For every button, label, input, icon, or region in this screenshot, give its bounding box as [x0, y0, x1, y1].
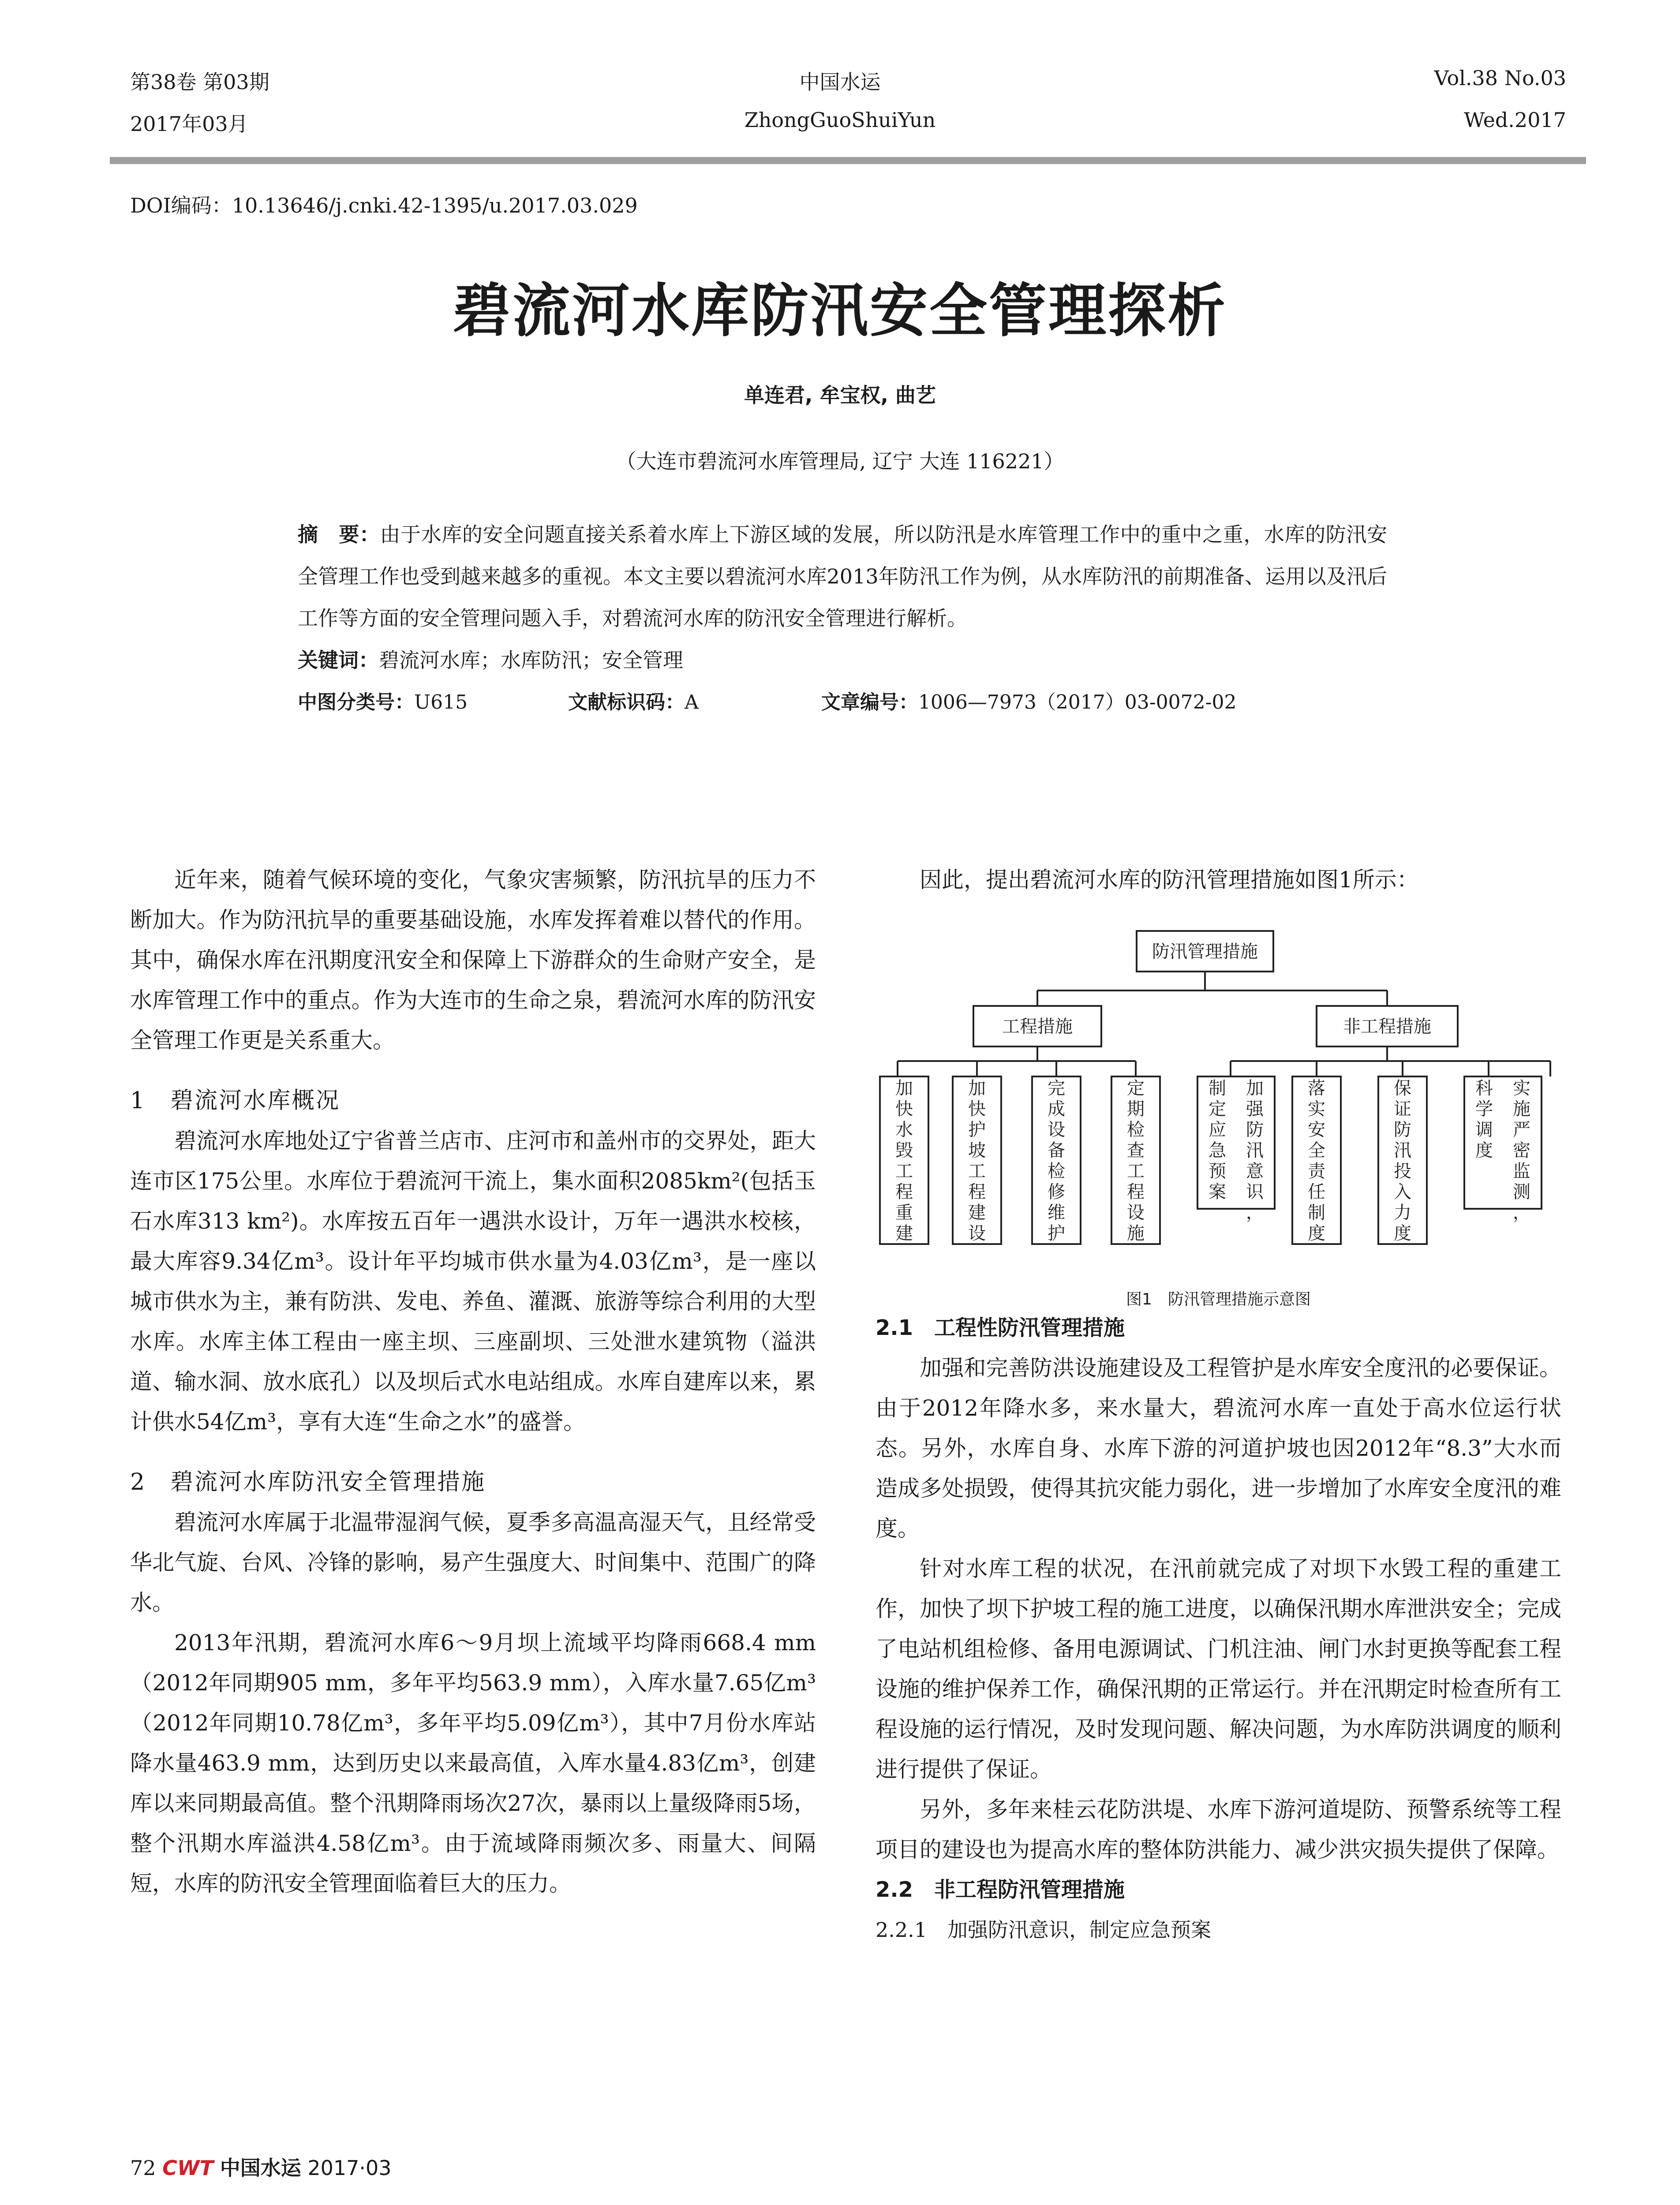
leaf-7-char: 投	[1394, 1161, 1411, 1181]
leaf-2-char: 建	[968, 1203, 986, 1223]
leaf-2-char: 护	[968, 1120, 986, 1140]
doc-code-label: 文献标识码：	[568, 691, 685, 714]
leaf-1-char: 快	[895, 1099, 913, 1119]
leaf-3-char: 设	[1048, 1120, 1065, 1140]
section-2-paragraph-1: 碧流河水库属于北温带湿润气候，夏季多高温高湿天气，且经常受华北气旋、台风、冷锋的影响，易产生强度大、时间集中、范围广的降水。	[130, 1510, 816, 1615]
section-2-1-paragraph-3: 另外，多年来桂云花防洪堤、水库下游河道堤防、预警系统等工程项目的建设也为提高水库的整体防洪能力、减少洪灾损失提供了保障。	[876, 1797, 1561, 1862]
leaf-6-char: 实	[1308, 1099, 1325, 1119]
leaf-labels	[895, 1078, 1530, 1244]
leaf-4-char: 期	[1127, 1099, 1145, 1119]
header-volume-issue: 第38卷 第03期	[130, 70, 269, 94]
leaf-7-char: 汛	[1394, 1140, 1411, 1161]
leaf-3-char: 完	[1048, 1078, 1065, 1099]
leaf-4-char: 施	[1127, 1223, 1145, 1244]
leaf-8-char: ，	[1513, 1203, 1530, 1223]
leaf-6-char: 责	[1308, 1161, 1325, 1181]
keywords-label: 关键词：	[298, 648, 379, 672]
clc-value: U615	[414, 691, 468, 714]
leaf-2-char: 工	[968, 1161, 986, 1181]
leaf-4-char: 查	[1127, 1140, 1145, 1161]
leaf-8-char: 施	[1513, 1099, 1530, 1119]
leaf-7-char: 保	[1394, 1078, 1411, 1099]
clc-label: 中图分类号：	[298, 691, 414, 714]
leaf-4-char: 定	[1127, 1078, 1145, 1099]
left-column	[130, 860, 816, 1904]
leaf-7-char: 证	[1394, 1099, 1411, 1119]
article-no-value: 1006—7973（2017）03-0072-02	[918, 691, 1237, 714]
leaf-2-char: 加	[968, 1078, 986, 1099]
leaf-3-char: 成	[1048, 1099, 1065, 1119]
leaf-4-char: 程	[1127, 1182, 1145, 1202]
leaf-1-char: 重	[895, 1203, 913, 1223]
keywords-text: 碧流河水库；水库防汛；安全管理	[379, 648, 683, 672]
leaf-5-char: 强	[1246, 1099, 1264, 1119]
leaf-1-char: 工	[895, 1161, 913, 1181]
leaf-7-char: 力	[1394, 1203, 1411, 1223]
leaf-8-char: 调	[1475, 1120, 1493, 1140]
leaf-8-char: 测	[1513, 1182, 1530, 1202]
branch-label-engineering: 工程措施	[1002, 1017, 1073, 1037]
footer-date: 2017·03	[307, 2156, 392, 2180]
footer-journal: 中国水运	[220, 2156, 301, 2180]
leaf-1-char: 水	[895, 1120, 913, 1140]
leaf-8-char: 实	[1513, 1078, 1530, 1099]
affiliation: （大连市碧流河水库管理局, 辽宁 大连 116221）	[616, 449, 1064, 473]
intro-paragraph: 近年来，随着气候环境的变化，气象灾害频繁，防汛抗旱的压力不断加大。作为防汛抗旱的重要基础设施，水库发挥着难以替代的作用。其中，确保水库在汛期度汛安全和保障上下游群众的生命财产安全，是水库管理工作中的重点。作为大连市的生命之泉，碧流河水库的防汛安全管理工作更是关系重大。	[130, 867, 816, 1053]
leaf-5-char: ，	[1246, 1203, 1264, 1223]
leaf-8-char: 监	[1513, 1161, 1530, 1181]
footer	[130, 2152, 392, 2181]
leaf-2-char: 程	[968, 1182, 986, 1202]
leaf-6-char: 任	[1308, 1182, 1325, 1202]
leaf-4-char: 设	[1127, 1203, 1145, 1223]
figure-1	[876, 909, 1561, 1308]
leaf-5-char: 预	[1209, 1161, 1226, 1181]
doi: DOI编码：10.13646/j.cnki.42-1395/u.2017.03.029	[130, 194, 638, 217]
leaf-6-char: 落	[1308, 1078, 1325, 1099]
header-journal-cn: 中国水运	[799, 70, 881, 94]
section-2-paragraph-2: 2013年汛期，碧流河水库6～9月坝上流域平均降雨668.4 mm（2012年同期905 mm，多年平均563.9 mm），入库水量7.65亿m³（2012年同期10.78亿m³，多年平均5.09亿m³），其中7月份水库站降水量463.9 mm，达到历史以来最高值，入库水量4.83亿m³，创建库以来同期最高值。整个汛期降雨场次27次，暴雨以上量级降雨5场，整个汛期水库溢洪4.58亿m³。由于流域降雨频次多、雨量大、间隔短，水库的防汛安全管理面临着巨大的压力。	[130, 1630, 816, 1896]
section-2-2-heading: 2.2 非工程防汛管理措施	[876, 1877, 1125, 1902]
cwt-logo: CWT	[162, 2156, 214, 2180]
section-2-1-paragraph-1: 加强和完善防洪设施建设及工程管护是水库安全度汛的必要保证。由于2012年降水多，来水量大，碧流河水库一直处于高水位运行状态。另外，水库自身、水库下游的河道护坡也因2012年“8.3”大水而造成多处损毁，使得其抗灾能力弱化，进一步增加了水库安全度汛的难度。	[876, 1355, 1561, 1541]
leaf-5-char: 加	[1246, 1078, 1264, 1099]
authors: 单连君, 牟宝权, 曲艺	[744, 383, 936, 407]
leaf-5-char: 应	[1209, 1120, 1226, 1140]
leaf-1-char: 加	[895, 1078, 913, 1099]
leaf-8-char: 科	[1475, 1078, 1493, 1099]
leaf-8-char: 学	[1475, 1099, 1493, 1119]
section-1-heading: 1 碧流河水库概况	[130, 1088, 340, 1114]
header-journal-pinyin: ZhongGuoShuiYun	[744, 108, 936, 132]
leaf-5-char: 制	[1209, 1078, 1226, 1099]
section-2-1-heading: 2.1 工程性防汛管理措施	[876, 1316, 1125, 1340]
leaf-6-char: 制	[1308, 1203, 1325, 1223]
leaf-3-char: 备	[1048, 1140, 1065, 1161]
doc-code-value: A	[685, 691, 699, 714]
leaf-7-char: 入	[1394, 1182, 1411, 1202]
leaf-3-char: 维	[1048, 1203, 1065, 1223]
abstract-label: 摘 要：	[298, 523, 380, 546]
leaf-6-char: 全	[1308, 1140, 1325, 1161]
section-2-2-1-heading: 2.2.1 加强防汛意识，制定应急预案	[876, 1918, 1212, 1942]
root-label: 防汛管理措施	[1152, 942, 1258, 962]
leaf-1-char: 建	[895, 1223, 913, 1244]
leaf-6-char: 安	[1308, 1120, 1325, 1140]
leaf-1-char: 程	[895, 1182, 913, 1202]
header-date: 2017年03月	[130, 112, 248, 136]
right-column	[876, 860, 1561, 1950]
leaf-7-char: 度	[1394, 1223, 1411, 1244]
abstract-text: 由于水库的安全问题直接关系着水库上下游区域的发展，所以防汛是水库管理工作中的重中之重，水库的防汛安全管理工作也受到越来越多的重视。本文主要以碧流河水库2013年防汛工作为例，从水库防汛的前期准备、运用以及汛后工作等方面的安全管理问题入手，对碧流河水库的防汛安全管理进行解析。	[298, 523, 1388, 630]
leaf-3-char: 检	[1048, 1161, 1065, 1181]
leaf-5-char: 识	[1246, 1182, 1264, 1202]
leaf-3-char: 护	[1048, 1223, 1065, 1244]
leaf-7-char: 防	[1394, 1120, 1411, 1140]
leaf-6-char: 度	[1308, 1223, 1325, 1244]
branch-label-nonengineering: 非工程措施	[1343, 1017, 1431, 1037]
leaf-2-char: 快	[968, 1099, 986, 1119]
leaf-2-char: 设	[968, 1223, 986, 1244]
flowchart	[876, 909, 1561, 1308]
abstract-block	[298, 514, 1387, 723]
leaf-1-char: 毁	[895, 1140, 913, 1161]
figure-caption: 图1 防汛管理措施示意图	[1126, 1290, 1311, 1308]
leaf-8-char: 密	[1513, 1140, 1530, 1161]
leaf-8-char: 严	[1513, 1120, 1530, 1140]
section-2-1-paragraph-2: 针对水库工程的状况，在汛前就完成了对坝下水毁工程的重建工作，加快了坝下护坡工程的施工进度，以确保汛期水库泄洪安全；完成了电站机组检修、备用电源调试、门机注油、闸门水封更换等配套工程设施的维护保养工作，确保汛期的正常运行。并在汛期定时检查所有工程设施的运行情况，及时发现问题、解决问题，为水库防洪调度的顺利进行提供了保证。	[876, 1556, 1561, 1782]
abstract	[298, 514, 1387, 639]
leaf-5-char: 定	[1209, 1099, 1226, 1119]
leaf-5-char: 意	[1246, 1161, 1264, 1181]
header-month-year: Wed.2017	[1464, 108, 1566, 132]
leaf-2-char: 坡	[968, 1140, 986, 1161]
article-no-label: 文章编号：	[821, 691, 918, 714]
leaf-5-char: 防	[1246, 1120, 1264, 1140]
section-1-paragraph: 碧流河水库地处辽宁省普兰店市、庄河市和盖州市的交界处，距大连市区175公里。水库位于碧流河干流上，集水面积2085km²(包括玉石水库313 km²)。水库按五百年一遇洪水设计，万年一遇洪水校核，最大库容9.34亿m³。设计年平均城市供水量为4.03亿m³，是一座以城市供水为主，兼有防洪、发电、养鱼、灌溉、旅游等综合利用的大型水库。水库主体工程由一座主坝、三座副坝、三处泄水建筑物（溢洪道、输水洞、放水底孔）以及坝后式水电站组成。水库自建库以来，累计供水54亿m³，享有大连“生命之水”的盛誉。	[130, 1128, 816, 1435]
article-title: 碧流河水库防汛安全管理探析	[453, 277, 1227, 344]
leaf-5-char: 汛	[1246, 1140, 1264, 1161]
classification	[298, 681, 1387, 723]
page-number: 72	[130, 2156, 156, 2180]
header-vol-no: Vol.38 No.03	[1434, 66, 1566, 90]
leaf-4-char: 工	[1127, 1161, 1145, 1181]
figure-intro: 因此，提出碧流河水库的防汛管理措施如图1所示：	[920, 867, 1419, 893]
leaf-5-char: 案	[1209, 1182, 1226, 1202]
header-rule	[110, 157, 1586, 164]
keywords	[298, 639, 1387, 681]
leaf-5-char: 急	[1209, 1140, 1226, 1161]
leaf-3-char: 修	[1048, 1182, 1065, 1202]
leaf-8-char: 度	[1475, 1140, 1493, 1161]
section-2-heading: 2 碧流河水库防汛安全管理措施	[130, 1469, 486, 1495]
leaf-4-char: 检	[1127, 1120, 1145, 1140]
